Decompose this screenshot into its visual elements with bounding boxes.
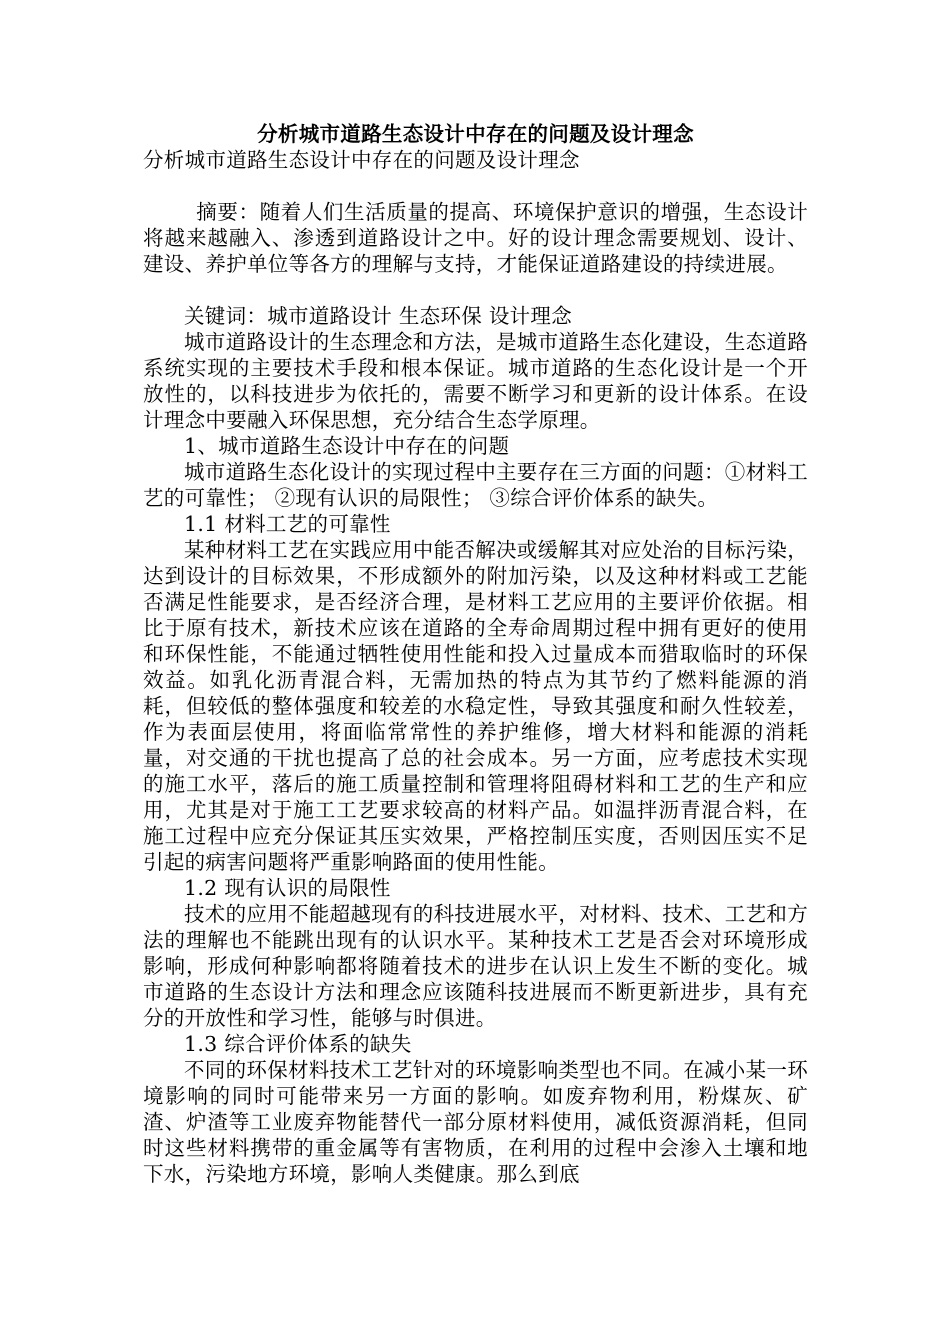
section-1-3-heading: 1.3 综合评价体系的缺失 — [184, 1032, 412, 1056]
intro-paragraph: 城市道路设计的生态理念和方法，是城市道路生态化建设，生态道路系统实现的主要技术手段和根本保证。城市道路的生态化设计是一个开放性的，以科技进步为依托的，需要不断学习和更新的设计体系。在设计理念中要融入环保思想，充分结合生态学原理。 — [143, 330, 808, 432]
spacer — [143, 173, 808, 199]
section-1-3-paragraph: 不同的环保材料技术工艺针对的环境影响类型也不同。在减小某一环境影响的同时可能带来另一方面的影响。如废弃物利用，粉煤灰、矿渣、炉渣等工业废弃物能替代一部分原材料使用，减低资源消耗，但同时这些材料携带的重金属等有害物质，在利用的过程中会渗入土壤和地下水，污染地方环境，影响人类健康。那么到底 — [143, 1058, 808, 1186]
document-title: 分析城市道路生态设计中存在的问题及设计理念 — [257, 122, 694, 146]
section-1-1-heading: 1.1 材料工艺的可靠性 — [184, 512, 391, 536]
section-1-1-paragraph: 某种材料工艺在实践应用中能否解决或缓解其对应处治的目标污染，达到设计的目标效果，不形成额外的附加污染，以及这种材料或工艺能否满足性能要求，是否经济合理，是材料工艺应用的主要评价依据。相比于原有技术，新技术应该在道路的全寿命周期过程中拥有更好的使用和环保性能，不能通过牺牲使用性能和投入过量成本而猎取临时的环保效益。如乳化沥青混合料，无需加热的特点为其节约了燃料能源的消耗，但较低的整体强度和较差的水稳定性，导致其强度和耐久性较差，作为表面层使用，将面临常常性的养护维修，增大材料和能源的消耗量，对交通的干扰也提高了总的社会成本。另一方面，应考虑技术实现的施工水平，落后的施工质量控制和管理将阻碍材料和工艺的生产和应用，尤其是对于施工工艺要求较高的材料产品。如温拌沥青混合料，在施工过程中应充分保证其压实效果，严格控制压实度，否则因压实不足引起的病害问题将严重影响路面的使用性能。 — [143, 538, 808, 874]
abstract-paragraph: 摘要：随着人们生活质量的提高、环境保护意识的增强，生态设计将越来越融入、渗透到道路设计之中。好的设计理念需要规划、设计、建设、养护单位等各方的理解与支持，才能保证道路建设的持续进展。 — [143, 200, 808, 276]
section-1-2-paragraph: 技术的应用不能超越现有的科技进展水平，对材料、技术、工艺和方法的理解也不能跳出现有的认识水平。某种技术工艺是否会对环境形成影响，形成何种影响都将随着技术的进步在认识上发生不断的变化。城市道路的生态设计方法和理念应该随科技进展而不断更新进步，具有充分的开放性和学习性，能够与时俱进。 — [143, 902, 808, 1030]
section-1-heading: 1、城市道路生态设计中存在的问题 — [184, 434, 510, 458]
document-subtitle: 分析城市道路生态设计中存在的问题及设计理念 — [143, 148, 580, 172]
section-1-2-heading: 1.2 现有认识的局限性 — [184, 876, 391, 900]
spacer — [143, 277, 808, 303]
section-1-paragraph: 城市道路生态化设计的实现过程中主要存在三方面的问题：①材料工艺的可靠性； ②现有认识的局限性； ③综合评价体系的缺失。 — [143, 460, 808, 510]
document-page — [143, 121, 808, 1187]
keywords-line: 关键词：城市道路设计 生态环保 设计理念 — [184, 304, 573, 328]
